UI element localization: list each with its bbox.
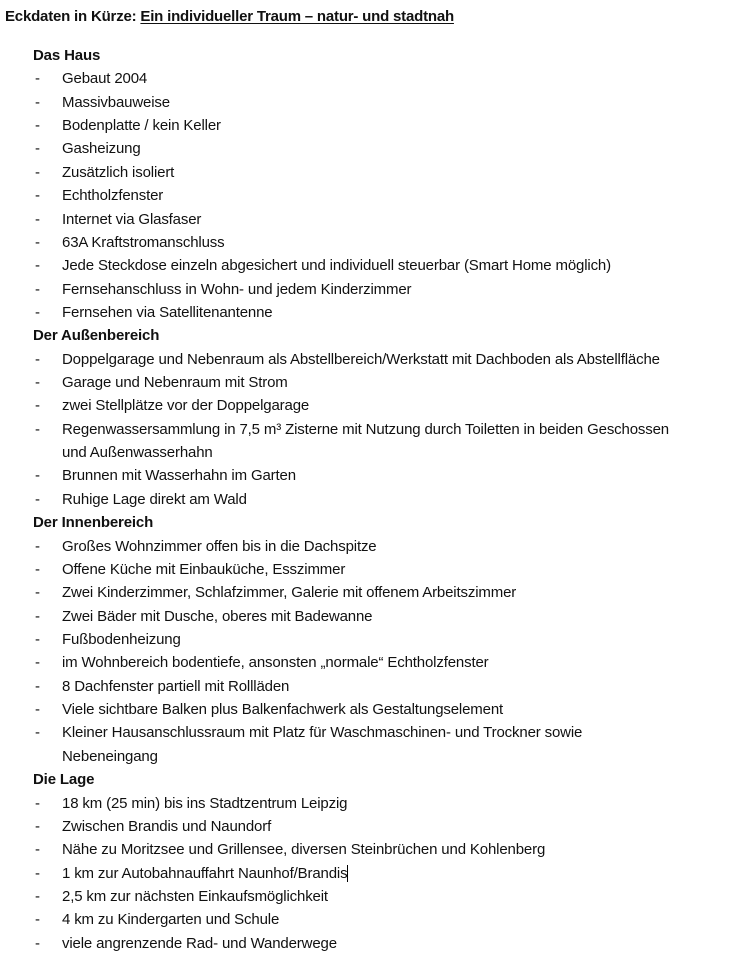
bullet-dash: - <box>35 163 40 181</box>
list-item-text-content: Fernsehen via Satellitenantenne <box>62 303 273 321</box>
list-item-text-content: 18 km (25 min) bis ins Stadtzentrum Leipzig <box>62 794 348 812</box>
list-item-text <box>62 558 345 581</box>
list-item <box>0 535 745 558</box>
list-item-text <box>62 91 170 114</box>
list-item-text <box>62 651 489 674</box>
bullet-dash: - <box>35 467 40 485</box>
list-item <box>0 605 745 628</box>
text-cursor <box>347 865 348 882</box>
list-item <box>0 815 745 838</box>
list-item <box>0 301 745 324</box>
list-item-text <box>62 862 348 885</box>
bullet-dash: - <box>35 911 40 929</box>
list-item <box>0 184 745 207</box>
list-item-text <box>62 535 377 558</box>
list-item-text-content: Doppelgarage und Nebenraum als Abstellbereich/Werkstatt mit Dachboden als Abstellfläche <box>62 350 660 368</box>
bullet-dash: - <box>35 117 40 135</box>
list-item <box>0 488 745 511</box>
list-item-text <box>62 418 669 441</box>
list-item <box>0 651 745 674</box>
list-item-text <box>62 792 347 815</box>
list-item-text <box>62 208 201 231</box>
list-item-text <box>62 67 147 90</box>
list-item-text-content: 8 Dachfenster partiell mit Rollläden <box>62 677 290 695</box>
list-item-text-content: Fußbodenheizung <box>62 630 181 648</box>
list-item-text <box>62 231 224 254</box>
list-item-text-content: 63A Kraftstromanschluss <box>62 233 225 251</box>
list-item-text <box>62 908 279 931</box>
bullet-dash: - <box>35 397 40 415</box>
list-item <box>0 792 745 815</box>
list-item <box>0 675 745 698</box>
list-item <box>0 254 745 277</box>
list-item <box>0 628 745 651</box>
list-item-text-content: Zwischen Brandis und Naundorf <box>62 817 272 835</box>
list-item-text <box>62 441 213 464</box>
list-item-text-content: 2,5 km zur nächsten Einkaufsmöglichkeit <box>62 887 328 905</box>
title-prefix: Eckdaten in Kürze: <box>5 8 141 25</box>
bullet-dash: - <box>35 93 40 111</box>
list-item-text <box>62 885 328 908</box>
section-heading: Die Lage <box>33 771 95 789</box>
bullet-dash: - <box>35 140 40 158</box>
list-item <box>0 278 745 301</box>
bullet-dash: - <box>35 724 40 742</box>
list-item-text <box>62 605 372 628</box>
bullet-dash: - <box>35 887 40 905</box>
bullet-dash: - <box>35 630 40 648</box>
list-item-text-content: Brunnen mit Wasserhahn im Garten <box>62 467 296 485</box>
list-item <box>0 838 745 861</box>
bullet-dash: - <box>35 70 40 88</box>
list-item-text-content: Nähe zu Moritzsee und Grillensee, diversen Steinbrüchen und Kohlenberg <box>62 841 546 859</box>
list-item-text <box>62 815 271 838</box>
list-item <box>0 862 745 885</box>
list-item-text <box>62 721 582 744</box>
list-item <box>0 932 745 955</box>
list-item-text-content: Fernsehanschluss in Wohn- und jedem Kinderzimmer <box>62 280 412 298</box>
list-item-text <box>62 184 163 207</box>
list-item-text <box>62 464 296 487</box>
list-item-text-content: Jede Steckdose einzeln abgesichert und individuell steuerbar (Smart Home möglich) <box>62 257 611 275</box>
list-item-text-content: Bodenplatte / kein Keller <box>62 117 221 135</box>
bullet-dash: - <box>35 584 40 602</box>
bullet-dash: - <box>35 350 40 368</box>
list-item-text-content: Viele sichtbare Balken plus Balkenfachwerk als Gestaltungselement <box>62 701 504 719</box>
bullet-dash: - <box>35 560 40 578</box>
bullet-dash: - <box>35 233 40 251</box>
bullet-dash: - <box>35 187 40 205</box>
list-item <box>0 394 745 417</box>
list-item-text-content: Ruhige Lage direkt am Wald <box>62 490 247 508</box>
bullet-dash: - <box>35 210 40 228</box>
list-item-text-content: Kleiner Hausanschlussraum mit Platz für Waschmaschinen- und Trockner sowie <box>62 724 583 742</box>
list-item <box>0 137 745 160</box>
list-item <box>0 441 745 464</box>
list-item-text-content: Zusätzlich isoliert <box>62 163 175 181</box>
bullet-dash: - <box>35 654 40 672</box>
list-item-text-content: zwei Stellplätze vor der Doppelgarage <box>62 397 310 415</box>
list-item <box>0 371 745 394</box>
list-item <box>0 114 745 137</box>
list-item-text-content: und Außenwasserhahn <box>62 444 213 462</box>
list-item-text-content: Internet via Glasfaser <box>62 210 202 228</box>
bullet-dash: - <box>35 817 40 835</box>
bullet-dash: - <box>35 607 40 625</box>
list-item-text <box>62 278 411 301</box>
document-title <box>5 8 454 25</box>
list-item-text <box>62 581 516 604</box>
list-item-text <box>62 301 273 324</box>
bullet-dash: - <box>35 257 40 275</box>
list-item-text <box>62 254 611 277</box>
list-item-text-content: 4 km zu Kindergarten und Schule <box>62 911 280 929</box>
bullet-dash: - <box>35 280 40 298</box>
list-item-text <box>62 488 247 511</box>
list-item-text-content: Gasheizung <box>62 140 141 158</box>
list-item <box>0 161 745 184</box>
list-item-text-content: im Wohnbereich bodentiefe, ansonsten „normale“ Echtholzfenster <box>62 654 489 672</box>
list-item-text-content: Regenwassersammlung in 7,5 m³ Zisterne mit Nutzung durch Toiletten in beiden Geschossen <box>62 420 669 438</box>
list-item <box>0 885 745 908</box>
list-item <box>0 348 745 371</box>
document-body[interactable] <box>0 44 745 955</box>
section-heading: Der Außenbereich <box>33 327 160 345</box>
list-item-text <box>62 628 181 651</box>
list-item <box>0 418 745 441</box>
list-item-text-content: Massivbauweise <box>62 93 170 111</box>
list-item-text-content: Zwei Bäder mit Dusche, oberes mit Badewanne <box>62 607 373 625</box>
list-item <box>0 558 745 581</box>
list-item-text <box>62 675 289 698</box>
list-item-text <box>62 745 158 768</box>
bullet-dash: - <box>35 677 40 695</box>
list-item <box>0 464 745 487</box>
bullet-dash: - <box>35 841 40 859</box>
list-item-text-content: Nebeneingang <box>62 747 158 765</box>
bullet-dash: - <box>35 490 40 508</box>
list-item-text <box>62 838 545 861</box>
list-item <box>0 908 745 931</box>
list-item-text <box>62 348 660 371</box>
bullet-dash: - <box>35 537 40 555</box>
list-item <box>0 581 745 604</box>
list-item-text <box>62 114 221 137</box>
list-item-text-content: 1 km zur Autobahnauffahrt Naunhof/Brandis <box>62 864 348 882</box>
list-item <box>0 91 745 114</box>
list-item-text <box>62 137 141 160</box>
title-subtitle: Ein individueller Traum – natur- und stadtnah <box>140 8 454 25</box>
bullet-dash: - <box>35 864 40 882</box>
list-item-text <box>62 371 288 394</box>
bullet-dash: - <box>35 701 40 719</box>
bullet-dash: - <box>35 934 40 952</box>
list-item <box>0 208 745 231</box>
list-item-text-content: Zwei Kinderzimmer, Schlafzimmer, Galerie mit offenem Arbeitszimmer <box>62 584 517 602</box>
list-item-text <box>62 161 174 184</box>
list-item-text-content: Garage und Nebenraum mit Strom <box>62 374 288 392</box>
bullet-dash: - <box>35 794 40 812</box>
list-item-text-content: Gebaut 2004 <box>62 70 148 88</box>
list-item-text-content: Echtholzfenster <box>62 187 164 205</box>
list-item-text <box>62 932 337 955</box>
list-item-text-content: Offene Küche mit Einbauküche, Esszimmer <box>62 560 346 578</box>
bullet-dash: - <box>35 303 40 321</box>
list-item <box>0 745 745 768</box>
list-item <box>0 721 745 744</box>
list-item-text-content: viele angrenzende Rad- und Wanderwege <box>62 934 337 952</box>
bullet-dash: - <box>35 374 40 392</box>
list-item <box>0 231 745 254</box>
list-item-text-content: Großes Wohnzimmer offen bis in die Dachspitze <box>62 537 377 555</box>
list-item-text <box>62 698 503 721</box>
list-item-text <box>62 394 309 417</box>
section-heading: Der Innenbereich <box>33 514 154 532</box>
list-item <box>0 67 745 90</box>
bullet-dash: - <box>35 420 40 438</box>
section-heading: Das Haus <box>33 47 101 64</box>
list-item <box>0 698 745 721</box>
